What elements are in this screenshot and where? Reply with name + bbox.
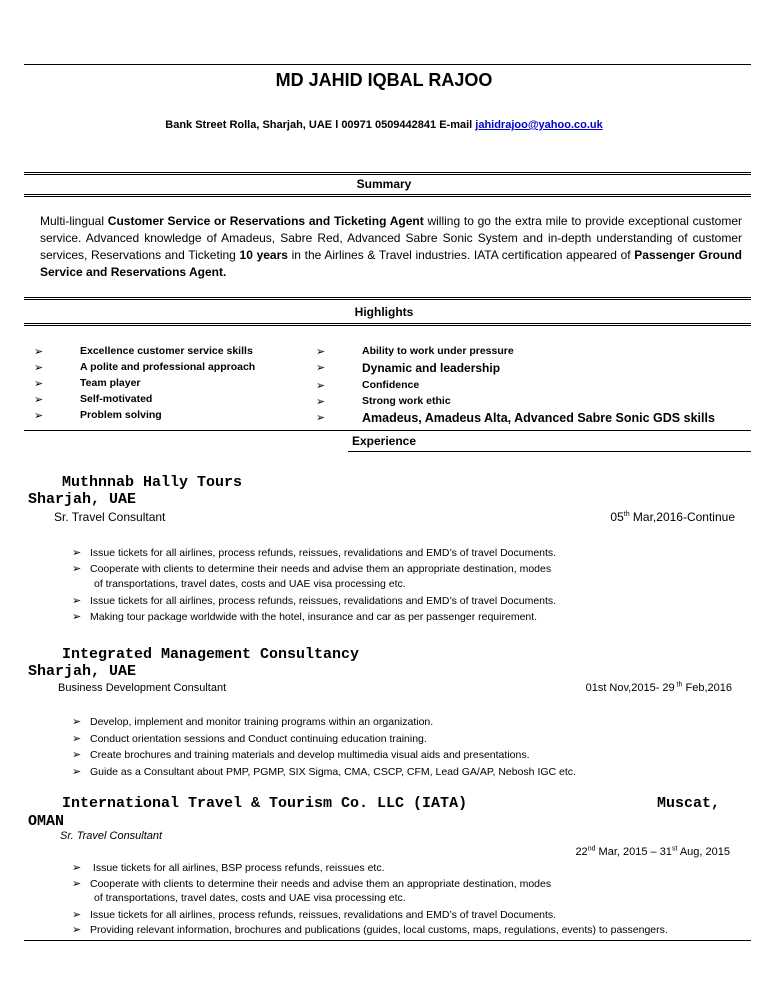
- arrow-bullet-icon: ➢: [72, 611, 82, 623]
- highlight-text: Amadeus, Amadeus Alta, Advanced Sabre Sonic GDS skills: [362, 411, 715, 425]
- summary-text-3: in the Airlines & Travel industries. IATA certification appeared of: [287, 248, 635, 262]
- job3-location-country: OMAN: [28, 813, 65, 830]
- job2-date-b: Feb,2016: [682, 682, 732, 694]
- experience-rule-top: [24, 430, 751, 431]
- highlights-rule-bottom: [24, 323, 751, 324]
- highlight-text: Confidence: [362, 379, 420, 391]
- bullet-text: of transportations, travel dates, costs and UAE visa processing etc.: [94, 578, 406, 590]
- contact-line: [0, 119, 768, 131]
- arrow-bullet-icon: ➢: [316, 412, 326, 424]
- experience-rule-bottom: [348, 451, 751, 452]
- job3-date-b: Mar, 2015 – 31: [595, 846, 672, 858]
- bullet-text: Conduct orientation sessions and Conduct continuing education training.: [90, 732, 427, 745]
- arrow-bullet-icon: ➢: [72, 877, 82, 890]
- arrow-bullet-icon: ➢: [34, 362, 44, 374]
- bullet-text: Issue tickets for all airlines, process refunds, reissues, revalidations and EMD’s of travel Documents.: [90, 547, 557, 559]
- highlight-text: Team player: [80, 377, 141, 389]
- summary-bold-2: 10 years: [239, 248, 288, 262]
- experience-title: Experience: [351, 434, 417, 448]
- summary-paragraph: [40, 213, 742, 281]
- highlights-rule-top: [24, 297, 751, 298]
- bullet-text: Create brochures and training materials and develop multimedia visual aids and presentations.: [90, 749, 530, 761]
- job3-date-a-sup: nd: [587, 845, 596, 853]
- experience-bullet: [94, 578, 406, 590]
- arrow-bullet-icon: ➢: [316, 346, 326, 358]
- arrow-bullet-icon: ➢: [34, 394, 44, 406]
- bullet-text: Develop, implement and monitor training programs within an organization.: [90, 716, 434, 728]
- experience-bullet: [72, 594, 556, 607]
- job3-location-city: Muscat,: [656, 795, 720, 812]
- summary-bold-3: Passenger Ground Service and Reservations Agent.: [40, 248, 742, 279]
- job1-dates: [610, 510, 735, 524]
- bullet-text: Guide as a Consultant about PMP, PGMP, SIX Sigma, CMA, CSCP, CFM, Lead GA/AP, Nebosh IGC etc.: [90, 765, 576, 778]
- experience-bullet: [72, 765, 576, 778]
- job2-organization: Integrated Management Consultancy: [62, 646, 360, 663]
- bullet-text: Issue tickets for all airlines, BSP process refunds, reissues etc.: [90, 862, 385, 874]
- candidate-name: MD JAHID IQBAL RAJOO: [275, 70, 493, 90]
- arrow-bullet-icon: ➢: [72, 924, 82, 936]
- summary-text-1: Multi-lingual: [40, 214, 108, 228]
- job3-organization: International Travel & Tourism Co. LLC (IATA): [62, 795, 468, 812]
- bullet-text: Issue tickets for all airlines, process refunds, reissues, revalidations and EMD’s of travel Documents.: [90, 908, 557, 921]
- summary-rule-bottom-2: [24, 196, 751, 197]
- highlight-text: Ability to work under pressure: [362, 345, 514, 357]
- experience-bullet: [72, 562, 551, 575]
- contact-text: Bank Street Rolla, Sharjah, UAE l 00971 0509442841 E-mail: [165, 119, 476, 131]
- experience-bullet: [72, 610, 537, 623]
- job2-role: Business Development Consultant: [58, 682, 227, 694]
- job1-date-a: 05: [610, 510, 624, 524]
- arrow-bullet-icon: ➢: [72, 547, 82, 559]
- arrow-bullet-icon: ➢: [72, 765, 82, 778]
- experience-bullet: [72, 748, 530, 761]
- bullet-text: Cooperate with clients to determine their needs and advise them an appropriate destination, modes: [90, 563, 552, 575]
- highlight-text: A polite and professional approach: [80, 361, 256, 373]
- summary-text-2: willing to go the extra mile to provide exceptional customer service. Advanced knowledge of Amadeus, Sabre Red, Advanced Sabre Sonic System and in-depth understanding of customer services, Reservations and Ticketing: [40, 214, 743, 262]
- job3-dates: [575, 846, 730, 858]
- highlights-rule-bottom-2: [24, 325, 751, 326]
- job3-date-b-sup: st: [671, 845, 678, 853]
- highlight-text: Dynamic and leadership: [362, 361, 501, 375]
- experience-bullet: [72, 923, 668, 936]
- highlights-title: Highlights: [354, 305, 414, 319]
- arrow-bullet-icon: ➢: [72, 732, 82, 745]
- job3-date-c: Aug, 2015: [677, 846, 730, 858]
- arrow-bullet-icon: ➢: [72, 749, 82, 761]
- summary-bold-1: Customer Service or Reservations and Ticketing Agent: [107, 214, 424, 228]
- arrow-bullet-icon: ➢: [72, 595, 82, 607]
- email-link[interactable]: jahidrajoo@yahoo.co.uk: [475, 119, 603, 131]
- experience-bullet: [72, 715, 433, 728]
- highlight-text: Strong work ethic: [362, 395, 451, 407]
- experience-bullet: [94, 892, 406, 904]
- arrow-bullet-icon: ➢: [72, 563, 82, 575]
- arrow-bullet-icon: ➢: [316, 362, 326, 374]
- arrow-bullet-icon: ➢: [316, 396, 326, 408]
- summary-rule-bottom: [24, 194, 751, 195]
- arrow-bullet-icon: ➢: [34, 410, 44, 422]
- summary-rule-top-2: [24, 174, 751, 175]
- job1-role: Sr. Travel Consultant: [54, 510, 166, 524]
- highlights-rule-top-2: [24, 299, 751, 300]
- bullet-text: Cooperate with clients to determine their needs and advise them an appropriate destination, modes: [90, 877, 552, 890]
- top-rule: [24, 64, 751, 65]
- job3-role: Sr. Travel Consultant: [60, 830, 163, 842]
- job2-dates: [586, 682, 732, 694]
- arrow-bullet-icon: ➢: [34, 378, 44, 390]
- job1-date-b: Mar,2016-Continue: [629, 510, 735, 524]
- bullet-text: Making tour package worldwide with the hotel, insurance and car as per passenger requirement.: [90, 611, 538, 623]
- arrow-bullet-icon: ➢: [72, 862, 82, 874]
- job1-organization: Muthnnab Hally Tours: [62, 474, 243, 491]
- summary-title: Summary: [356, 177, 412, 191]
- highlight-text: Self-motivated: [80, 393, 153, 405]
- experience-bullet: [72, 877, 551, 890]
- bullet-text: of transportations, travel dates, costs and UAE visa processing etc.: [94, 892, 406, 904]
- experience-bullet: [72, 908, 556, 921]
- highlight-text: Excellence customer service skills: [80, 345, 253, 357]
- bullet-text: Issue tickets for all airlines, process refunds, reissues, revalidations and EMD’s of travel Documents.: [90, 595, 557, 607]
- experience-bullet: [72, 732, 427, 745]
- job2-date-a-sup: th: [674, 681, 683, 689]
- arrow-bullet-icon: ➢: [72, 716, 82, 728]
- summary-rule-top: [24, 172, 751, 173]
- job3-date-a: 22: [575, 846, 588, 858]
- arrow-bullet-icon: ➢: [316, 380, 326, 392]
- job1-location: Sharjah, UAE: [28, 491, 137, 508]
- job2-date-a: 01st Nov,2015- 29: [585, 682, 675, 694]
- arrow-bullet-icon: ➢: [72, 908, 82, 921]
- job2-location: Sharjah, UAE: [28, 663, 137, 680]
- job1-date-a-sup: th: [623, 511, 630, 518]
- experience-bullet: [72, 546, 556, 559]
- bottom-rule: [24, 940, 751, 941]
- arrow-bullet-icon: ➢: [34, 346, 44, 358]
- experience-bullet: [72, 861, 385, 874]
- highlight-text: Problem solving: [80, 409, 162, 421]
- bullet-text: Providing relevant information, brochures and publications (guides, local customs, maps, regulations, events) to passengers.: [90, 924, 668, 936]
